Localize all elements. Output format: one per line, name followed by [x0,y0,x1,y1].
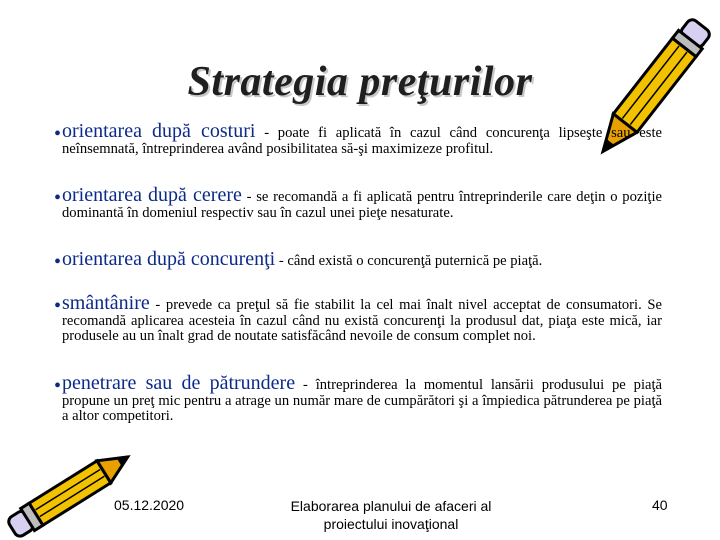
bullet-lead: orientarea după cerere [62,184,242,206]
bullet-text: - întreprinderea la momentul lansării produsului pe piaţă propune un preţ mic pentru a atrage un număr mare de cumpărători şi a împiedica pătrunderea pe piaţă a altor competitori. [62,377,663,424]
footer-title-line: proiectului inovaţional [323,516,459,532]
bullet-text: - prevede ca preţul să fie stabilit la cel mai înalt nivel acceptat de consumatori. Se recomandă aplicarea acesteia în cazul când nu există concurenţi la produsul dat, piaţa este mică, iar produsele au un înalt grad de noutate satisfăcând nevoile de consum complet noi. [62,297,662,344]
bullet-item [54,120,662,157]
bullet-lead: orientarea după costuri [62,120,256,142]
bullet-dot-icon: • [54,375,62,397]
bullet-lead: smântânire [62,292,150,314]
bullet-item [54,248,662,273]
page-number: 40 [652,497,668,513]
bullet-text: - poate fi aplicată în cazul când concurenţa lipseşte sau este neînsemnată, întreprinderea având posibilitatea să-şi maximizeze profitul. [62,125,662,157]
bullet-item [54,292,662,345]
footer-date: 05.12.2020 [114,497,185,513]
bullet-item [54,372,663,425]
bullet-dot-icon: • [54,295,62,317]
bullet-lead: penetrare sau de pătrundere [62,372,296,394]
pencil-icon [0,446,140,540]
footer-title-line: Elaborarea planului de afaceri al [290,498,492,514]
bullet-text: - se recomandă a fi aplicată pentru întreprinderile care deţin o poziţie dominantă în domeniul respectiv sau în cazul unei pieţe nesaturate. [62,189,662,221]
bullet-dot-icon: • [54,187,62,209]
bullet-text: - când există o concurenţă puternică pe piaţă. [275,253,543,269]
slide-title: Strategia preţurilor [187,59,533,105]
bullet-dot-icon: • [54,251,62,273]
bullet-item [54,184,662,221]
bullet-dot-icon: • [54,123,62,145]
footer-title [286,497,496,533]
bullet-lead: orientarea după concurenţi [62,248,276,270]
